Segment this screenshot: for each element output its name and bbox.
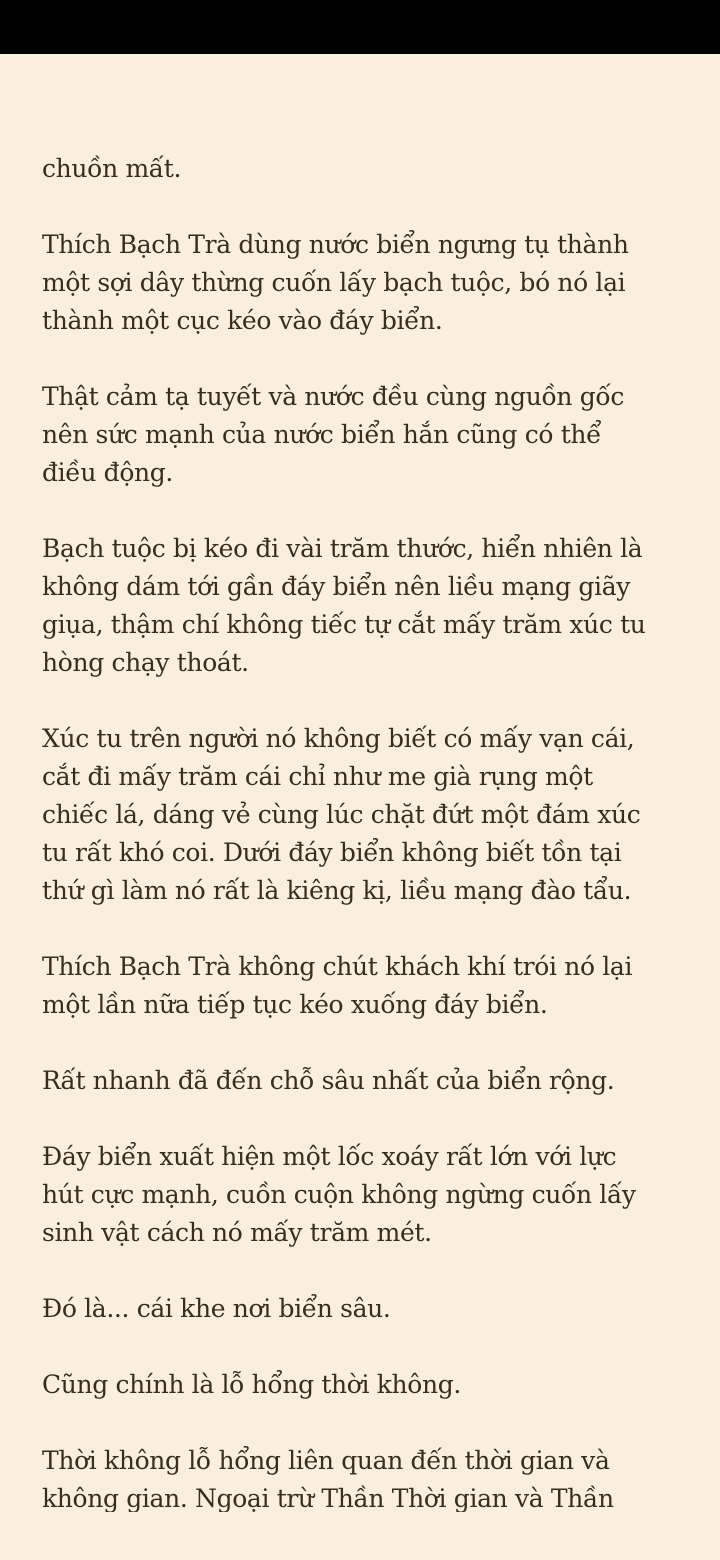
paragraph: Rất nhanh đã đến chỗ sâu nhất của biển rộng. bbox=[42, 1066, 615, 1095]
paragraph: Thật cảm tạ tuyết và nước đều cùng nguồn gốc nên sức mạnh của nước biển hắn cũng có thể điều động. bbox=[42, 382, 624, 487]
paragraph: Thích Bạch Trà không chút khách khí trói nó lại một lần nữa tiếp tục kéo xuống đáy biển. bbox=[42, 952, 633, 1019]
reading-content[interactable] bbox=[42, 150, 682, 1512]
paragraph: Đáy biển xuất hiện một lốc xoáy rất lớn với lực hút cực mạnh, cuồn cuộn không ngừng cuốn lấy sinh vật cách nó mấy trăm mét. bbox=[42, 1142, 636, 1247]
paragraph: chuồn mất. bbox=[42, 154, 182, 183]
status-bar bbox=[0, 0, 720, 54]
paragraph: Bạch tuộc bị kéo đi vài trăm thước, hiển nhiên là không dám tới gần đáy biển nên liều mạng giãy giụa, thậm chí không tiếc tự cắt mấy trăm xúc tu hòng chạy thoát. bbox=[42, 534, 646, 677]
paragraph: Đó là... cái khe nơi biển sâu. bbox=[42, 1294, 391, 1323]
paragraph: Thích Bạch Trà dùng nước biển ngưng tụ thành một sợi dây thừng cuốn lấy bạch tuộc, bó nó lại thành một cục kéo vào đáy biển. bbox=[42, 230, 629, 335]
paragraph: Thời không lỗ hổng liên quan đến thời gian và không gian. Ngoại trừ Thần Thời gian và Thần bbox=[42, 1446, 614, 1512]
paragraph: Cũng chính là lỗ hổng thời không. bbox=[42, 1370, 462, 1399]
paragraph: Xúc tu trên người nó không biết có mấy vạn cái, cắt đi mấy trăm cái chỉ như me già rụng một chiếc lá, dáng vẻ cùng lúc chặt đứt một đám xúc tu rất khó coi. Dưới đáy biển không biết tồn tại thứ gì làm nó rất là kiêng kị, liều mạng đào tẩu. bbox=[42, 724, 641, 905]
